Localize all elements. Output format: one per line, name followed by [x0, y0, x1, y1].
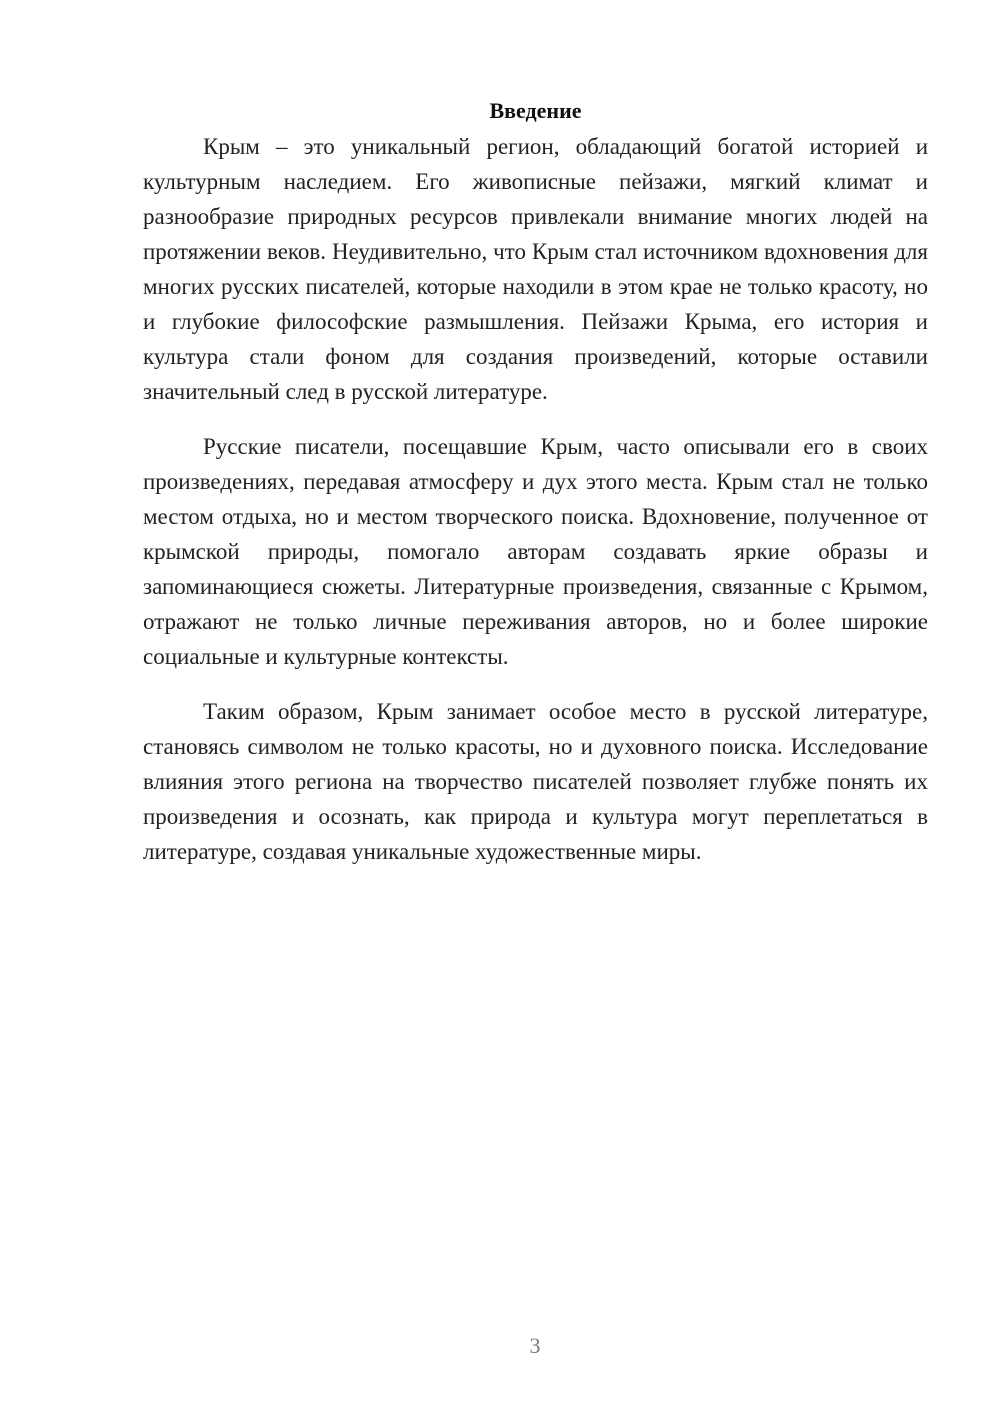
paragraph-1: Крым – это уникальный регион, обладающий богатой историей и культурным наследием. Его живописные пейзажи, мягкий климат и разнообразие природных ресурсов привлекали внимание многих людей на протяжении веков. Неудивительно, что Крым стал источником вдохновения для многих русских писателей, которые находили в этом крае не только красоту, но и глубокие философские размышления. Пейзажи Крыма, его история и культура стали фоном для создания произведений, которые оставили значительный след в русской литературе. — [143, 134, 928, 404]
section-title: Введение — [489, 98, 582, 123]
paragraph-2: Русские писатели, посещавшие Крым, часто описывали его в своих произведениях, передавая атмосферу и дух этого места. Крым стал не только местом отдыха, но и местом творческого поиска. Вдохновение, полученное от крымской природы, помогало авторам создавать яркие образы и запоминающиеся сюжеты. Литературные произведения, связанные с Крымом, отражают не только личные переживания авторов, но и более широкие социальные и культурные контексты. — [143, 434, 928, 669]
document-body — [143, 93, 928, 869]
paragraph-3: Таким образом, Крым занимает особое место в русской литературе, становясь символом не только красоты, но и духовного поиска. Исследование влияния этого региона на творчество писателей позволяет глубже понять их произведения и осознать, как природа и культура могут переплетаться в литературе, создавая уникальные художественные миры. — [143, 699, 928, 864]
page-number: 3 — [529, 1333, 541, 1358]
